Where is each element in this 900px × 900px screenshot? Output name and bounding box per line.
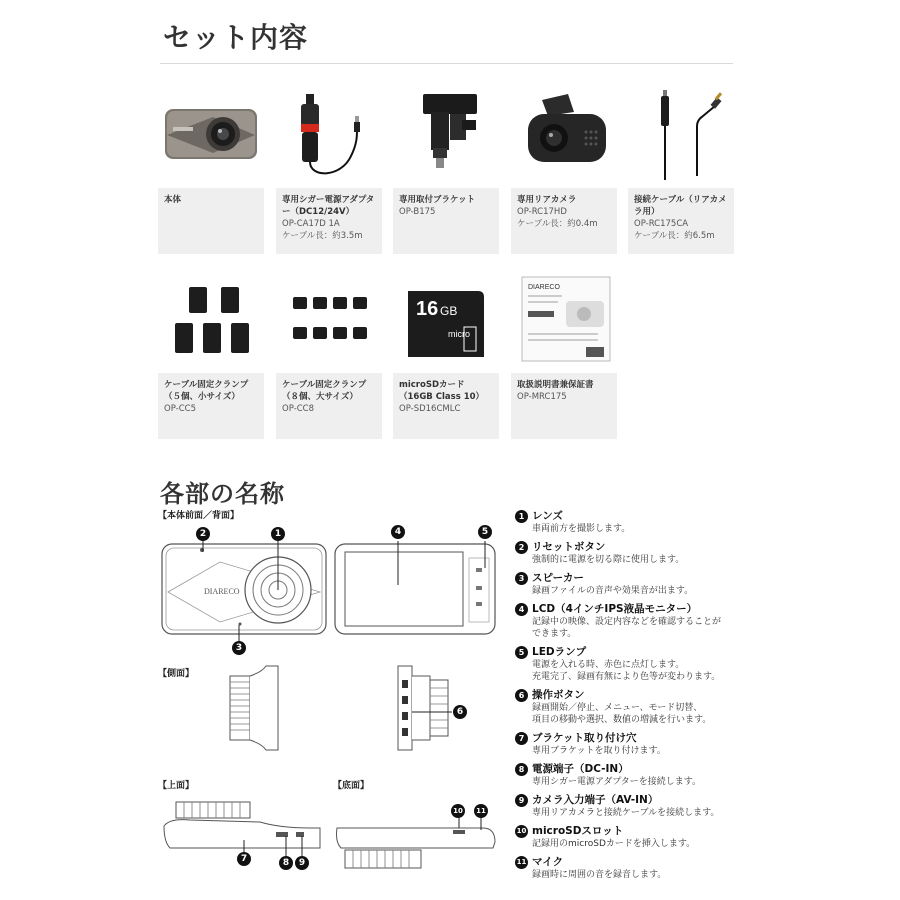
device-brand-text: DIARECO (204, 587, 240, 596)
legend-desc: 記録中の映像、設定内容などを確認することが できます。 (532, 617, 722, 639)
legend-desc: 専用シガー電源アダプターを接続します。 (532, 777, 702, 787)
legend-number: 1 (515, 510, 528, 523)
legend-desc: 記録用のmicroSDカードを挿入します。 (532, 839, 696, 849)
legend-number: 8 (515, 763, 528, 776)
legend-desc: 録画ファイルの音声や効果音が出ます。 (532, 586, 694, 596)
subhead-top: 【上面】 (158, 781, 195, 791)
legend-number: 2 (515, 541, 528, 554)
legend-number: 5 (515, 646, 528, 659)
legend-desc: 録画時に周囲の音を録音します。 (532, 870, 667, 880)
legend-item (515, 763, 755, 788)
callout-4: 4 (391, 525, 405, 539)
item-spec: ケーブル長：約0.4m (517, 219, 598, 229)
legend-name: レンズ (532, 510, 563, 522)
subhead-bottom: 【底面】 (333, 781, 370, 791)
sd-brand-text: micro (448, 329, 470, 339)
callout-11: 11 (474, 804, 488, 818)
callout-6: 6 (453, 705, 467, 719)
item-name: microSDカード（16GB Class 10） (399, 380, 485, 402)
legend-item (515, 603, 755, 640)
item-spec: OP-CA17D 1A (282, 219, 340, 229)
sd-unit-text: GB (440, 304, 458, 318)
item-name: ケーブル固定クランプ（８個、大サイズ） (282, 380, 367, 402)
item-spec: OP-RC17HD (517, 207, 567, 217)
legend-desc: 専用ブラケットを取り付けます。 (532, 746, 666, 756)
legend-name: LEDランプ (532, 646, 587, 658)
legend-item (515, 646, 755, 683)
item-name: 専用取付ブラケット (399, 195, 476, 205)
legend-item (515, 825, 755, 850)
legend-number: 4 (515, 603, 528, 616)
legend-item (515, 794, 755, 819)
item-spec: OP-MRC175 (517, 392, 567, 402)
manual-brand-text: DIARECO (528, 284, 560, 291)
legend-number: 3 (515, 572, 528, 585)
callout-10: 10 (451, 804, 465, 818)
item-spec: OP-RC175CA (634, 219, 689, 229)
legend-item (515, 572, 755, 597)
sd-capacity-text: 16 (416, 298, 439, 320)
item-spec: ケーブル長：約3.5m (282, 231, 363, 241)
callout-5: 5 (478, 525, 492, 539)
legend-number: 7 (515, 732, 528, 745)
legend-desc: 電源を入れる時、赤色に点灯します。 充電完了、録画有無により色等が変わります。 (532, 660, 721, 682)
legend-item (515, 856, 755, 881)
item-name: 取扱説明書兼保証書 (517, 380, 594, 390)
legend-name: 操作ボタン (532, 689, 585, 701)
item-spec: OP-B175 (399, 207, 436, 217)
legend-name: スピーカー (532, 572, 584, 584)
legend-desc: 専用リアカメラと接続ケーブルを接続します。 (532, 808, 720, 818)
section-title-set-contents: セット内容 (163, 21, 309, 54)
section-title-part-names: 各部の名称 (160, 480, 285, 508)
item-spec: OP-CC8 (282, 404, 314, 414)
legend-name: microSDスロット (532, 825, 624, 837)
item-name: 専用シガー電源アダプター（DC12/24V） (282, 195, 375, 217)
part-legend (515, 510, 755, 887)
item-spec: ケーブル長：約6.5m (634, 231, 715, 241)
item-name: ケーブル固定クランプ（５個、小サイズ） (164, 380, 249, 402)
callout-9: 9 (295, 856, 309, 870)
callout-8: 8 (279, 856, 293, 870)
callout-1: 1 (271, 527, 285, 541)
item-name: 専用リアカメラ (517, 195, 577, 205)
legend-name: 電源端子（DC-IN） (532, 763, 629, 775)
callout-7: 7 (237, 852, 251, 866)
legend-desc: 録画開始／停止、メニュー、モード切替、 項目の移動や選択、数値の増減を行います。 (532, 703, 712, 725)
legend-name: LCD（4インチIPS液晶モニター） (532, 603, 698, 615)
legend-name: ブラケット取り付け穴 (532, 732, 637, 744)
legend-name: カメラ入力端子（AV-IN） (532, 794, 659, 806)
legend-item (515, 541, 755, 566)
legend-desc: 車両前方を撮影します。 (532, 524, 631, 534)
item-name: 本体 (164, 195, 182, 205)
subhead-side: 【側面】 (158, 669, 195, 679)
item-spec: OP-CC5 (164, 404, 196, 414)
legend-number: 10 (515, 825, 528, 838)
legend-number: 6 (515, 689, 528, 702)
callout-3: 3 (232, 641, 246, 655)
legend-item (515, 689, 755, 726)
legend-item (515, 510, 755, 535)
legend-number: 9 (515, 794, 528, 807)
item-name: 接続ケーブル（リアカメラ用） (634, 195, 727, 217)
legend-name: マイク (532, 856, 564, 868)
legend-desc: 強制的に電源を切る際に使用します。 (532, 555, 685, 565)
subhead-front-back: 【本体前面／背面】 (158, 511, 240, 521)
legend-number: 11 (515, 856, 528, 869)
item-spec: OP-SD16CMLC (399, 404, 461, 414)
callout-2: 2 (196, 527, 210, 541)
legend-item (515, 732, 755, 757)
legend-name: リセットボタン (532, 541, 606, 553)
